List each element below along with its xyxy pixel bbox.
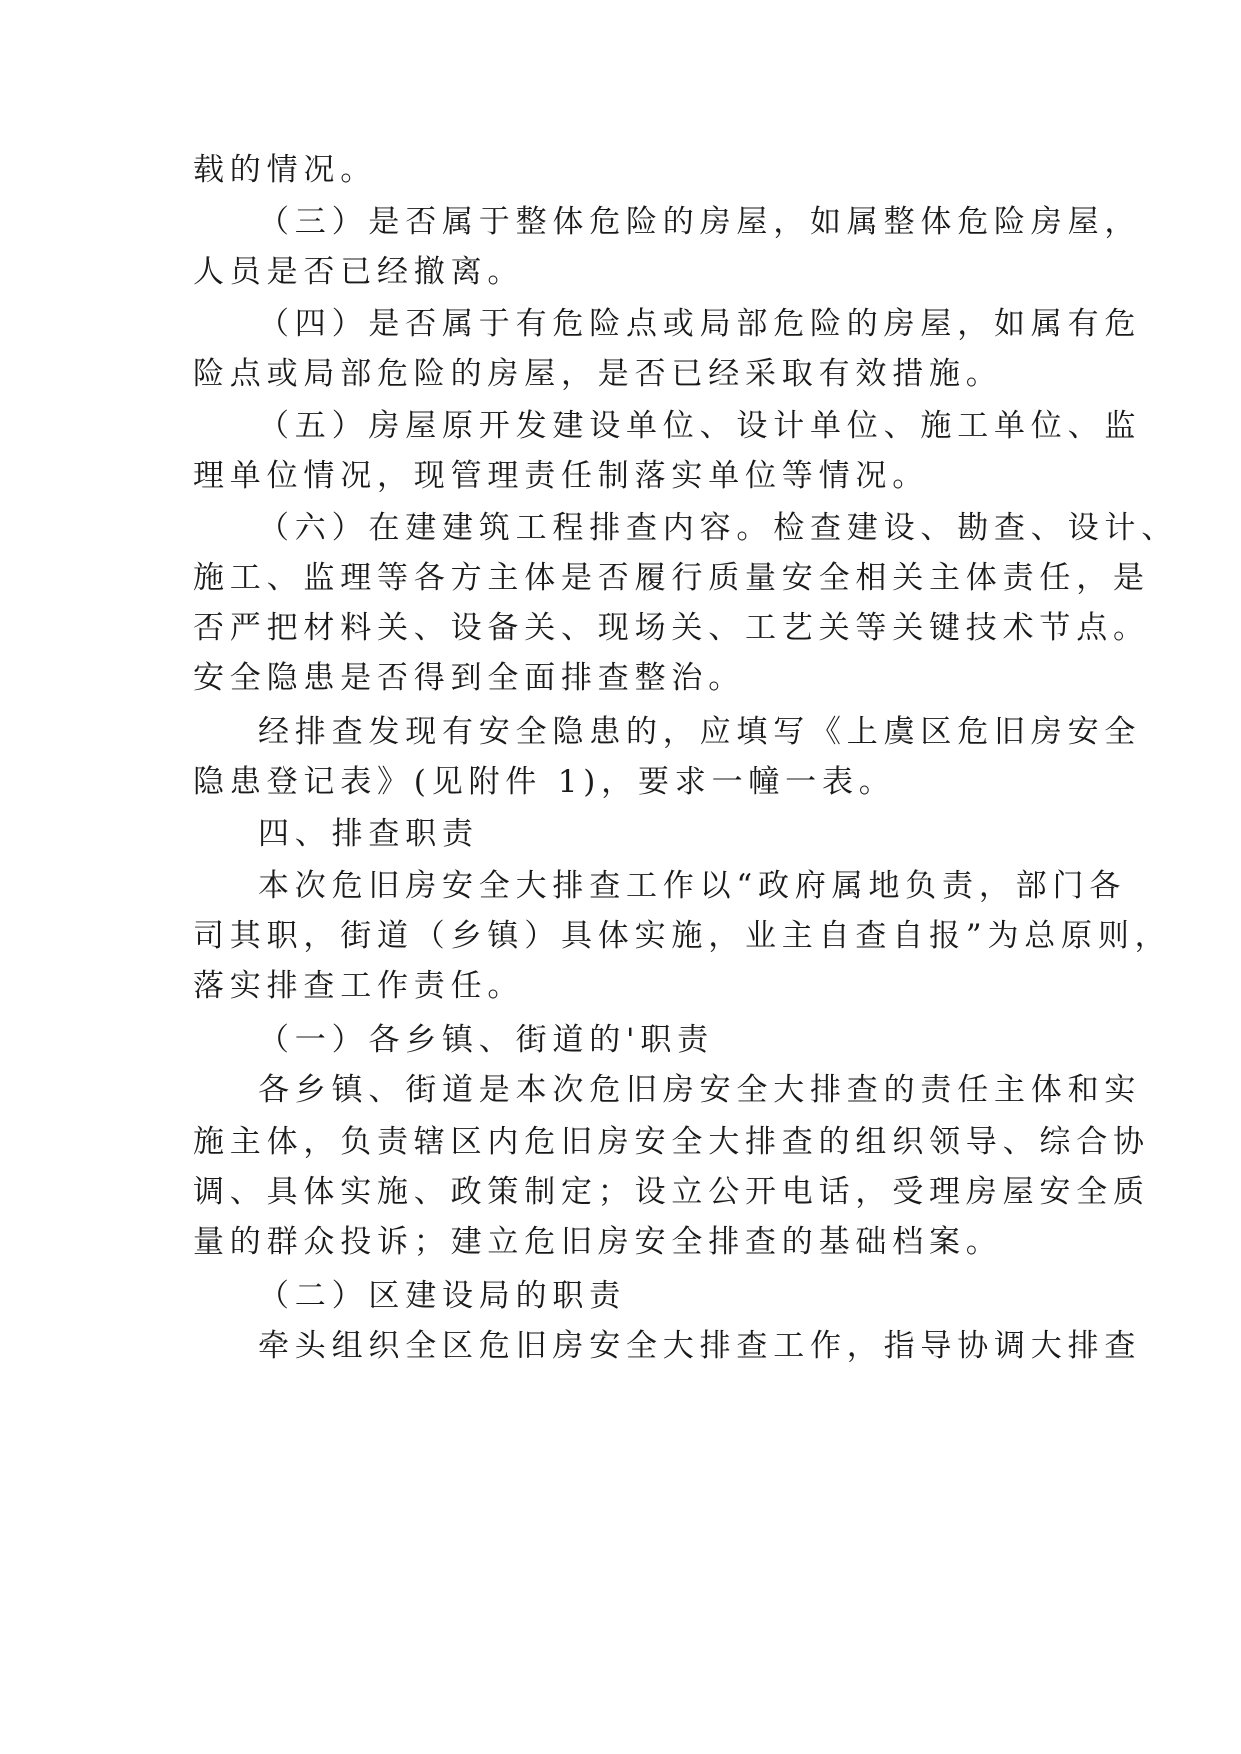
text-line: 险点或局部危险的房屋，是否已经采取有效措施。 <box>193 356 1003 392</box>
section-heading: 四、排查职责 <box>258 816 479 852</box>
text-line: 否严把材料关、设备关、现场关、工艺关等关键技术节点。 <box>193 610 1150 646</box>
text-line: 司其职，街道（乡镇）具体实施，业主自查自报”为总原则， <box>193 918 1172 954</box>
text-line: （五）房屋原开发建设单位、设计单位、施工单位、监 <box>258 408 1142 444</box>
text-line: 量的群众投诉；建立危旧房安全排查的基础档案。 <box>193 1224 1003 1260</box>
text-line: 施工、监理等各方主体是否履行质量安全相关主体责任，是 <box>193 560 1150 596</box>
text-line: 安全隐患是否得到全面排查整治。 <box>193 660 745 696</box>
text-line: 调、具体实施、政策制定；设立公开电话，受理房屋安全质 <box>193 1174 1150 1210</box>
text-line: 理单位情况，现管理责任制落实单位等情况。 <box>193 458 929 494</box>
text-line: （三）是否属于整体危险的房屋，如属整体危险房屋， <box>258 204 1142 240</box>
text-line: 落实排查工作责任。 <box>193 968 525 1004</box>
text-line: 隐患登记表》(见附件 1)，要求一幢一表。 <box>193 764 896 800</box>
text-line: （六）在建建筑工程排查内容。检查建设、勘查、设计、 <box>258 510 1178 546</box>
text-line: 载的情况。 <box>193 152 377 188</box>
text-line: （四）是否属于有危险点或局部危险的房屋，如属有危 <box>258 306 1142 342</box>
subsection-heading: （二）区建设局的职责 <box>258 1278 626 1314</box>
subsection-heading: （一）各乡镇、街道的'职责 <box>258 1022 714 1058</box>
text-line: 各乡镇、街道是本次危旧房安全大排查的责任主体和实 <box>258 1072 1142 1108</box>
text-line: 本次危旧房安全大排查工作以“政府属地负责，部门各 <box>258 868 1127 904</box>
text-line: 经排查发现有安全隐患的，应填写《上虞区危旧房安全 <box>258 714 1142 750</box>
text-line: 施主体，负责辖区内危旧房安全大排查的组织领导、综合协 <box>193 1124 1150 1160</box>
text-line: 牵头组织全区危旧房安全大排查工作，指导协调大排查 <box>258 1328 1142 1364</box>
text-line: 人员是否已经撤离。 <box>193 254 525 290</box>
